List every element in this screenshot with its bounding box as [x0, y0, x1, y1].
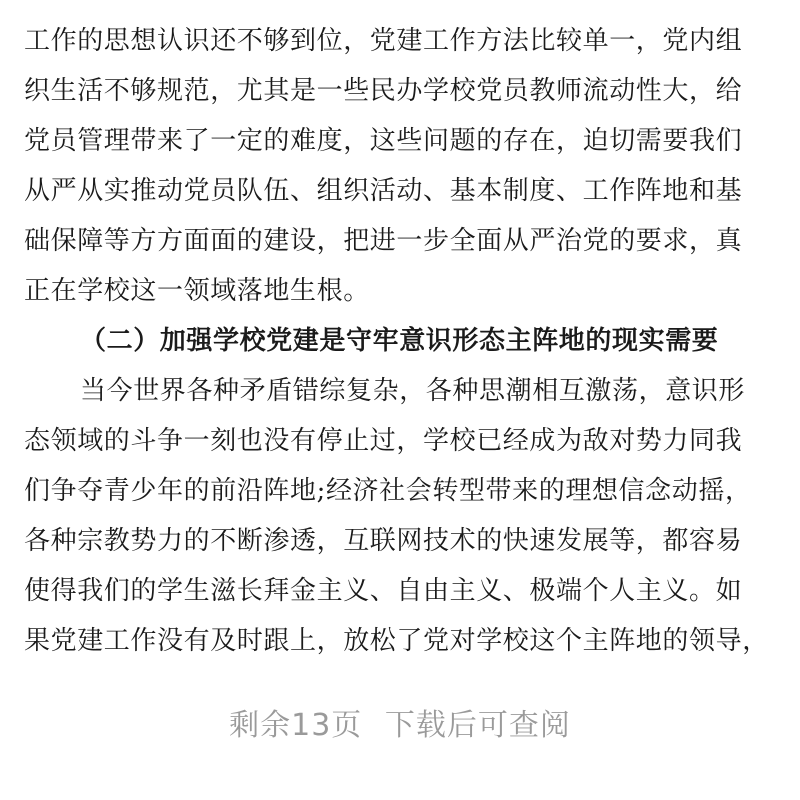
- cut-off-line: [24, 0, 784, 10]
- paragraph-line: 础保障等方方面面的建设，把进一步全面从严治党的要求，真: [24, 226, 743, 256]
- paragraph-line: 使得我们的学生滋长拜金主义、自由主义、极端个人主义。如: [24, 576, 743, 606]
- download-prompt-label: 下载后可查阅: [384, 708, 571, 743]
- download-banner[interactable]: [0, 700, 800, 744]
- paragraph-line: 正在学校这一领域落地生根。: [24, 276, 370, 306]
- paragraph-line: 从严从实推动党员队伍、组织活动、基本制度、工作阵地和基: [24, 176, 743, 206]
- paragraph-line: 当今世界各种矛盾错综复杂，各种思潮相互激荡，意识形: [80, 376, 746, 406]
- paragraph-line: 工作的思想认识还不够到位，党建工作方法比较单一，党内组: [24, 26, 743, 56]
- remaining-pages-label: 剩余13页: [229, 708, 363, 743]
- paragraph-line: 态领域的斗争一刻也没有停止过，学校已经成为敌对势力同我: [24, 426, 743, 456]
- paragraph-line: 果党建工作没有及时跟上，放松了党对学校这个主阵地的领导，: [24, 626, 769, 656]
- paragraph-line: 织生活不够规范，尤其是一些民办学校党员教师流动性大，给: [24, 76, 743, 106]
- paragraph-line: 各种宗教势力的不断渗透，互联网技术的快速发展等，都容易: [24, 526, 743, 556]
- paragraph-line: 党员管理带来了一定的难度，这些问题的存在，迫切需要我们: [24, 126, 743, 156]
- section-heading: （二）加强学校党建是守牢意识形态主阵地的现实需要: [80, 326, 719, 356]
- paragraph-line: 们争夺青少年的前沿阵地;经济社会转型带来的理想信念动摇，: [24, 476, 752, 506]
